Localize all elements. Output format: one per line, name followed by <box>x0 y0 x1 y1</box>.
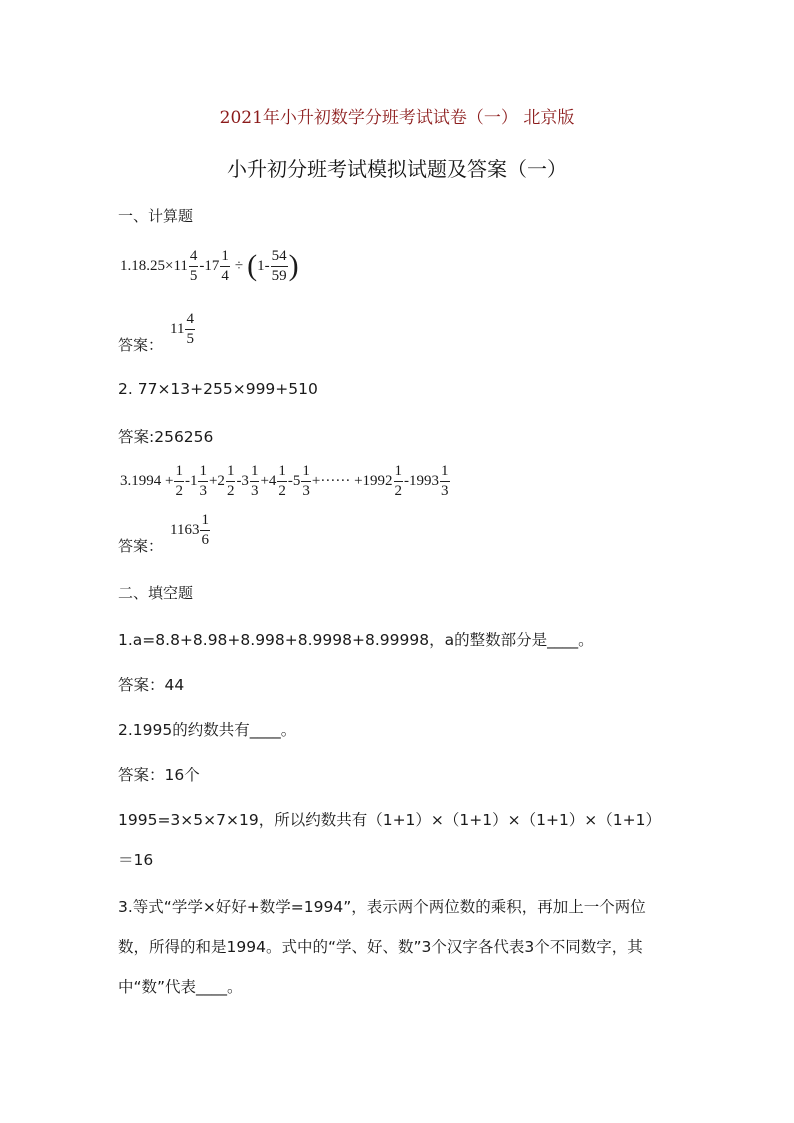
answer-label: 答案： <box>118 336 164 354</box>
explanation-line-1: 1995=3×5×7×19，所以约数共有（1+1）×（1+1）×（1+1）×（1+1） <box>118 811 662 829</box>
document-header-title: 2021年小升初数学分班考试试卷（一） 北京版 <box>219 108 575 128</box>
fill-question-3-line-1: 3.等式“学学×好好+数学=1994”，表示两个两位数的乘积，再加上一个两位 <box>118 898 646 916</box>
fill-answer-1: 答案：44 <box>118 676 185 694</box>
question-2: 2. 77×13+255×999+510 <box>118 380 318 398</box>
answer-value: 1163 $\frac{1}{6}$ <box>170 512 209 548</box>
explanation-line-2: ＝16 <box>118 851 154 869</box>
fill-question-3-line-3: 中“数”代表____。 <box>118 978 243 996</box>
fill-answer-2: 答案：16个 <box>118 766 200 784</box>
fraction-4-5: $\frac{4}{5}$ <box>189 247 198 284</box>
fill-question-1: 1.a=8.8+8.98+8.998+8.9998+8.99998，a的整数部分是____。 <box>118 631 594 649</box>
one-minus: 1- <box>257 257 270 274</box>
q1-minus-17: -17 <box>199 257 220 274</box>
page-title: 小升初分班考试模拟试题及答案（一） <box>227 157 567 181</box>
fraction-54-59: $\frac{54}{59}$ <box>271 247 287 284</box>
divide-sign: ÷ <box>234 257 244 274</box>
close-paren: ) <box>288 249 299 282</box>
open-paren: ( <box>247 249 258 282</box>
q1-prefix: 1.18.25×11 <box>120 257 188 274</box>
question-1-calculation <box>120 245 299 287</box>
section-heading-fill-blank: 二、填空题 <box>118 584 194 602</box>
fraction-1-4: $\frac{1}{4}$ <box>221 247 229 284</box>
fill-question-2: 2.1995的约数共有____。 <box>118 721 297 739</box>
section-heading-calculation: 一、计算题 <box>118 207 194 225</box>
answer-2: 答案:256256 <box>118 428 214 446</box>
question-3-calculation: 3.1994 + $\frac{1}{2}$ -1 $\frac{1}{3}$ +2 $\frac{1}{2}$ -3 $\frac{1}{3}$ +4 $\frac{1}{2}$ -5 $\frac{1}{3}$ +······ +1992 $\frac{1}{2}$ -1993 $\frac{1}{3}$ <box>120 462 449 499</box>
answer-label: 答案： <box>118 537 164 555</box>
answer-value: 11 $\frac{4}{5}$ <box>170 311 194 347</box>
fill-question-3-line-2: 数，所得的和是1994。式中的“学、好、数”3个汉字各代表3个不同数字，其 <box>118 938 643 956</box>
